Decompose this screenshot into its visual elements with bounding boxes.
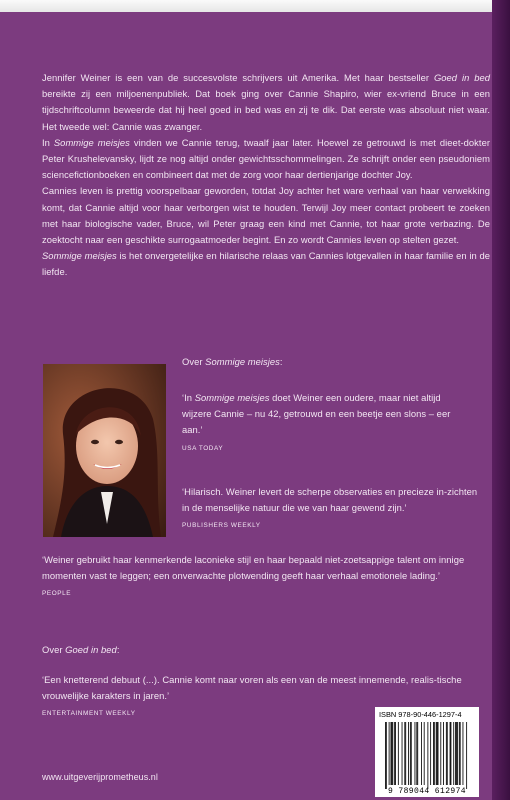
barcode-bar <box>404 722 405 785</box>
book-page-edge <box>492 0 510 800</box>
barcode-bar <box>455 722 456 785</box>
barcode-bar <box>410 722 411 785</box>
quote-source: PEOPLE <box>42 590 72 598</box>
barcode-bar <box>389 722 390 785</box>
barcode-bar <box>460 722 461 785</box>
barcode-digits: 9 789044 612974 <box>387 787 466 796</box>
barcode-bar <box>424 722 425 785</box>
barcode-bar <box>391 722 392 785</box>
barcode-bar <box>457 722 458 785</box>
barcode-icon <box>375 707 479 797</box>
barcode-bar <box>395 722 396 785</box>
quote-usa-today <box>182 390 472 457</box>
barcode-bar <box>437 722 438 785</box>
section-heading-goed-in-bed: Over Goed in bed: <box>42 644 120 655</box>
barcode-bar <box>436 722 437 785</box>
isbn-barcode <box>375 707 479 797</box>
barcode-bar <box>443 722 444 785</box>
barcode-bar <box>450 722 451 785</box>
barcode-bar <box>391 722 392 785</box>
barcode-bar <box>456 722 457 785</box>
barcode-bar <box>434 722 435 785</box>
barcode-bar <box>394 722 395 785</box>
barcode-bar <box>447 722 448 785</box>
barcode-bar <box>453 722 454 785</box>
barcode-bar <box>417 722 418 785</box>
quote-source: ENTERTAINMENT WEEKLY <box>42 710 136 718</box>
quote-text: ‘Weiner gebruikt haar kenmerkende laconieke stijl en haar bepaald niet-zoetsappige talent om innige momenten vast te leggen; een onverwachte plotwending geeft haar verhaal emotionele lading.’ <box>42 554 465 582</box>
isbn-label: ISBN 978-90-446-1297-4 <box>379 710 462 719</box>
barcode-bar <box>386 722 387 789</box>
barcode-bar <box>466 722 467 789</box>
barcode-bar <box>451 722 452 785</box>
barcode-bar <box>405 722 406 785</box>
quote-text: ‘Hilarisch. Weiner levert de scherpe observaties en precieze in-zichten in de menselijke natuur die we van haar gewend zijn.’ <box>182 486 478 514</box>
intro-paragraph-4: Sommige meisjes is het onvergetelijke en hilarische relaas van Cannies lotgevallen in haar familie en in de liefde. <box>42 250 490 278</box>
barcode-bar <box>438 722 439 785</box>
barcode-bar <box>392 722 393 785</box>
intro-paragraph-3: Cannies leven is prettig voorspelbaar geworden, totdat Joy achter het ware verhaal van haar verwekking komt, dat Cannie altijd voor haar verborgen wist te houden. Terwijl Joy meer contact probeert te zoeken met haar biologische vader, Bruce, wil Peter graag een kind met Cannie, tot haar grote verbazing. De zoektocht naar een geschikte surrogaatmoeder begint. En zo wordt Cannies leven op stelten gezet. <box>42 185 490 246</box>
barcode-bar <box>421 722 422 785</box>
barcode-bar <box>430 722 431 785</box>
barcode-bar <box>385 722 386 789</box>
barcode-bar <box>459 722 460 785</box>
intro-paragraph-1: Jennifer Weiner is een van de succesvolste schrijvers uit Amerika. Met haar bestseller Goed in bed bereikte zij een miljoenenpubliek. Dat boek ging over Cannie Shapiro, wier ex-vriend Bruce in een tijdschriftcolumn beweerde dat hij heel goed in bed was en zij te dik. Dat eerste was absoluut niet waar. Het tweede wel: Cannie was zwanger. <box>42 72 490 132</box>
author-photo <box>43 364 166 537</box>
quote-source: USA TODAY <box>182 444 224 452</box>
barcode-bar <box>463 722 464 785</box>
barcode-bar <box>440 722 441 785</box>
publisher-website[interactable]: www.uitgeverijprometheus.nl <box>42 772 158 782</box>
barcode-bar <box>411 722 412 785</box>
barcode-bar <box>433 722 434 785</box>
barcode-bar <box>427 722 428 789</box>
back-cover <box>0 12 492 800</box>
quote-people <box>42 552 490 603</box>
intro-paragraph-2: In Sommige meisjes vinden we Cannie terug, twaalf jaar later. Hoewel ze getrouwd is met dieet-dokter Peter Krushelevansky, lijdt ze nog altijd onder gewichtsschommelingen. Ze schrijft onder een pseudoniem sciencefictionboeken en combineert dat met de zorg voor haar dertienjarige dochter Joy. <box>42 136 491 181</box>
quote-text: ‘In Sommige meisjes doet Weiner een oudere, maar niet altijd wijzere Cannie – nu 42, getrouwd en een beetje een slons – eer aan.’ <box>182 392 451 436</box>
barcode-bar <box>398 722 399 785</box>
barcode-bar <box>408 722 409 785</box>
quote-source: PUBLISHERS WEEKLY <box>182 522 261 530</box>
intro-text <box>42 70 490 281</box>
barcode-bar <box>416 722 417 785</box>
barcode-bar <box>415 722 416 785</box>
barcode-bar <box>446 722 447 785</box>
section-heading-sommige-meisjes: Over Sommige meisjes: <box>182 356 283 367</box>
quote-publishers-weekly <box>182 484 482 535</box>
book-top-edge <box>0 0 510 12</box>
barcode-bar <box>402 722 403 785</box>
quote-text: ‘Een knetterend debuut (...). Cannie komt naar voren als een van de meest innemende, realis-tische vrouwelijke karakters in jaren.’ <box>42 674 462 702</box>
